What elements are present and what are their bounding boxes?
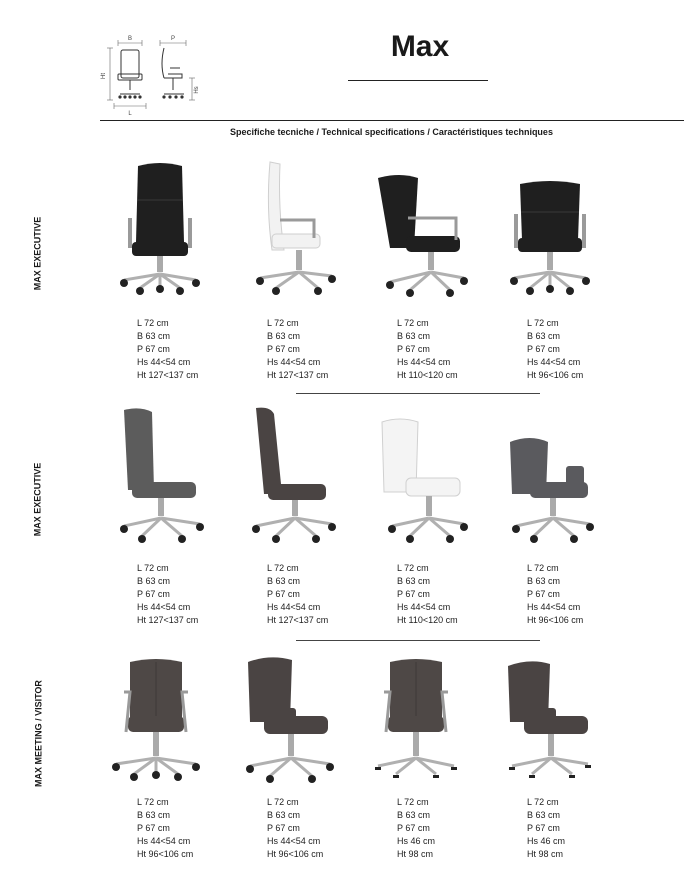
spec-hs: Hs 44<54 cm [527, 357, 581, 367]
spec-p: P 67 cm [527, 823, 560, 833]
spec-ht: Ht 98 cm [397, 849, 434, 859]
label-b: B [127, 36, 133, 42]
spec-ht: Ht 110<120 cm [397, 615, 458, 625]
spec-b: B 63 cm [397, 810, 431, 820]
chair-image [500, 404, 600, 544]
spec-l: L 72 cm [267, 797, 299, 807]
chair-r1-c3-icon [370, 158, 470, 298]
chair-image [500, 158, 600, 298]
spec-hs: Hs 44<54 cm [137, 357, 191, 367]
section-label-3: MAX MEETING / VISITOR [33, 680, 44, 787]
chair-r3-c1-icon [106, 648, 206, 788]
spec-p: P 67 cm [397, 823, 430, 833]
chair-image [240, 404, 340, 544]
chair-r3-c2-icon [236, 648, 336, 788]
section-label-2: MAX EXECUTIVE [32, 462, 43, 537]
spec-l: L 72 cm [527, 563, 559, 573]
spec-ht: Ht 96<106 cm [527, 615, 584, 625]
spec-b: B 63 cm [527, 810, 561, 820]
front-chair-icon [118, 50, 142, 94]
spec-b: B 63 cm [137, 331, 171, 341]
label-hs: Hs [194, 86, 200, 94]
spec-b: B 63 cm [527, 331, 561, 341]
title-underline [348, 80, 488, 81]
label-p: P [170, 36, 176, 42]
spec-block [527, 562, 637, 627]
spec-hs: Hs 44<54 cm [527, 602, 581, 612]
spec-b: B 63 cm [397, 576, 431, 586]
spec-block [267, 317, 377, 382]
spec-p: P 67 cm [137, 589, 170, 599]
spec-l: L 72 cm [137, 318, 169, 328]
spec-hs: Hs 44<54 cm [267, 357, 321, 367]
chair-image [496, 648, 596, 788]
chair-image [366, 648, 466, 788]
chair-r3-c3-icon [366, 648, 466, 788]
spec-hs: Hs 44<54 cm [267, 602, 321, 612]
spec-p: P 67 cm [397, 589, 430, 599]
specs-heading: Specifiche tecniche / Technical specifications / Caractéristiques techniques [230, 127, 553, 137]
chair-image [236, 648, 336, 788]
spec-block [397, 796, 507, 861]
spec-p: P 67 cm [267, 344, 300, 354]
spec-hs: Hs 44<54 cm [137, 602, 191, 612]
header-divider [100, 120, 684, 121]
spec-l: L 72 cm [527, 318, 559, 328]
spec-b: B 63 cm [527, 576, 561, 586]
spec-b: B 63 cm [267, 576, 301, 586]
dimension-diagram [100, 34, 210, 122]
chair-seat [132, 482, 196, 498]
chair-r2-c1-icon [110, 404, 210, 544]
spec-b: B 63 cm [267, 810, 301, 820]
chair-r2-c2-icon [240, 404, 340, 544]
spec-b: B 63 cm [397, 331, 431, 341]
chair-r2-c4-icon [500, 404, 600, 544]
chair-image [110, 158, 210, 298]
chair-image [370, 404, 470, 544]
spec-p: P 67 cm [267, 589, 300, 599]
chair-backrest [520, 181, 580, 240]
chair-seat [128, 716, 184, 732]
label-ht: Ht [101, 73, 107, 79]
chair-seat [132, 242, 188, 256]
spec-ht: Ht 98 cm [527, 849, 564, 859]
chair-seat [268, 484, 326, 500]
spec-block [267, 796, 377, 861]
spec-hs: Hs 44<54 cm [267, 836, 321, 846]
spec-hs: Hs 44<54 cm [137, 836, 191, 846]
page-title: Max [390, 30, 450, 63]
chair-backrest [256, 408, 282, 494]
chair-r3-c4-icon [496, 648, 596, 788]
chair-r1-c1-icon [110, 158, 210, 298]
spec-hs: Hs 44<54 cm [397, 602, 451, 612]
spec-ht: Ht 127<137 cm [137, 370, 199, 380]
chair-image [240, 158, 340, 298]
chair-seat [406, 478, 460, 496]
spec-p: P 67 cm [267, 823, 300, 833]
spec-l: L 72 cm [137, 563, 169, 573]
chair-r1-c4-icon [500, 158, 600, 298]
chair-r2-c3-icon [370, 404, 470, 544]
spec-hs: Hs 46 cm [397, 836, 436, 846]
spec-p: P 67 cm [137, 823, 170, 833]
chair-seat [524, 716, 588, 734]
spec-block [397, 317, 507, 382]
chair-seat [264, 716, 328, 734]
spec-l: L 72 cm [137, 797, 169, 807]
spec-hs: Hs 46 cm [527, 836, 566, 846]
row-separator-2 [296, 640, 540, 641]
spec-p: P 67 cm [527, 589, 560, 599]
spec-ht: Ht 127<137 cm [267, 370, 329, 380]
spec-l: L 72 cm [267, 563, 299, 573]
spec-p: P 67 cm [397, 344, 430, 354]
section-label-1: MAX EXECUTIVE [32, 216, 43, 291]
spec-ht: Ht 127<137 cm [267, 615, 329, 625]
spec-l: L 72 cm [397, 797, 429, 807]
chair-seat [406, 236, 460, 252]
spec-block [137, 562, 247, 627]
chair-image [110, 404, 210, 544]
spec-l: L 72 cm [397, 563, 429, 573]
spec-ht: Ht 127<137 cm [137, 615, 199, 625]
spec-l: L 72 cm [527, 797, 559, 807]
chair-seat [388, 716, 444, 732]
spec-l: L 72 cm [397, 318, 429, 328]
side-chair-icon [162, 48, 184, 94]
spec-ht: Ht 96<106 cm [137, 849, 194, 859]
spec-p: P 67 cm [137, 344, 170, 354]
spec-ht: Ht 110<120 cm [397, 370, 458, 380]
spec-block [397, 562, 507, 627]
chair-r1-c2-icon [240, 158, 340, 298]
chair-backrest [124, 408, 154, 490]
spec-b: B 63 cm [137, 810, 171, 820]
spec-hs: Hs 44<54 cm [397, 357, 451, 367]
spec-p: P 67 cm [527, 344, 560, 354]
spec-block [527, 796, 637, 861]
row-separator-1 [296, 393, 540, 394]
spec-ht: Ht 96<106 cm [527, 370, 584, 380]
spec-block [267, 562, 377, 627]
chair-backrest [136, 163, 184, 242]
spec-b: B 63 cm [267, 331, 301, 341]
spec-block [527, 317, 637, 382]
spec-block [137, 317, 247, 382]
chair-image [106, 648, 206, 788]
spec-block [137, 796, 247, 861]
spec-ht: Ht 96<106 cm [267, 849, 324, 859]
label-l: L [128, 111, 132, 117]
spec-b: B 63 cm [137, 576, 171, 586]
chair-seat [518, 238, 582, 252]
spec-l: L 72 cm [267, 318, 299, 328]
chair-image [370, 158, 470, 298]
